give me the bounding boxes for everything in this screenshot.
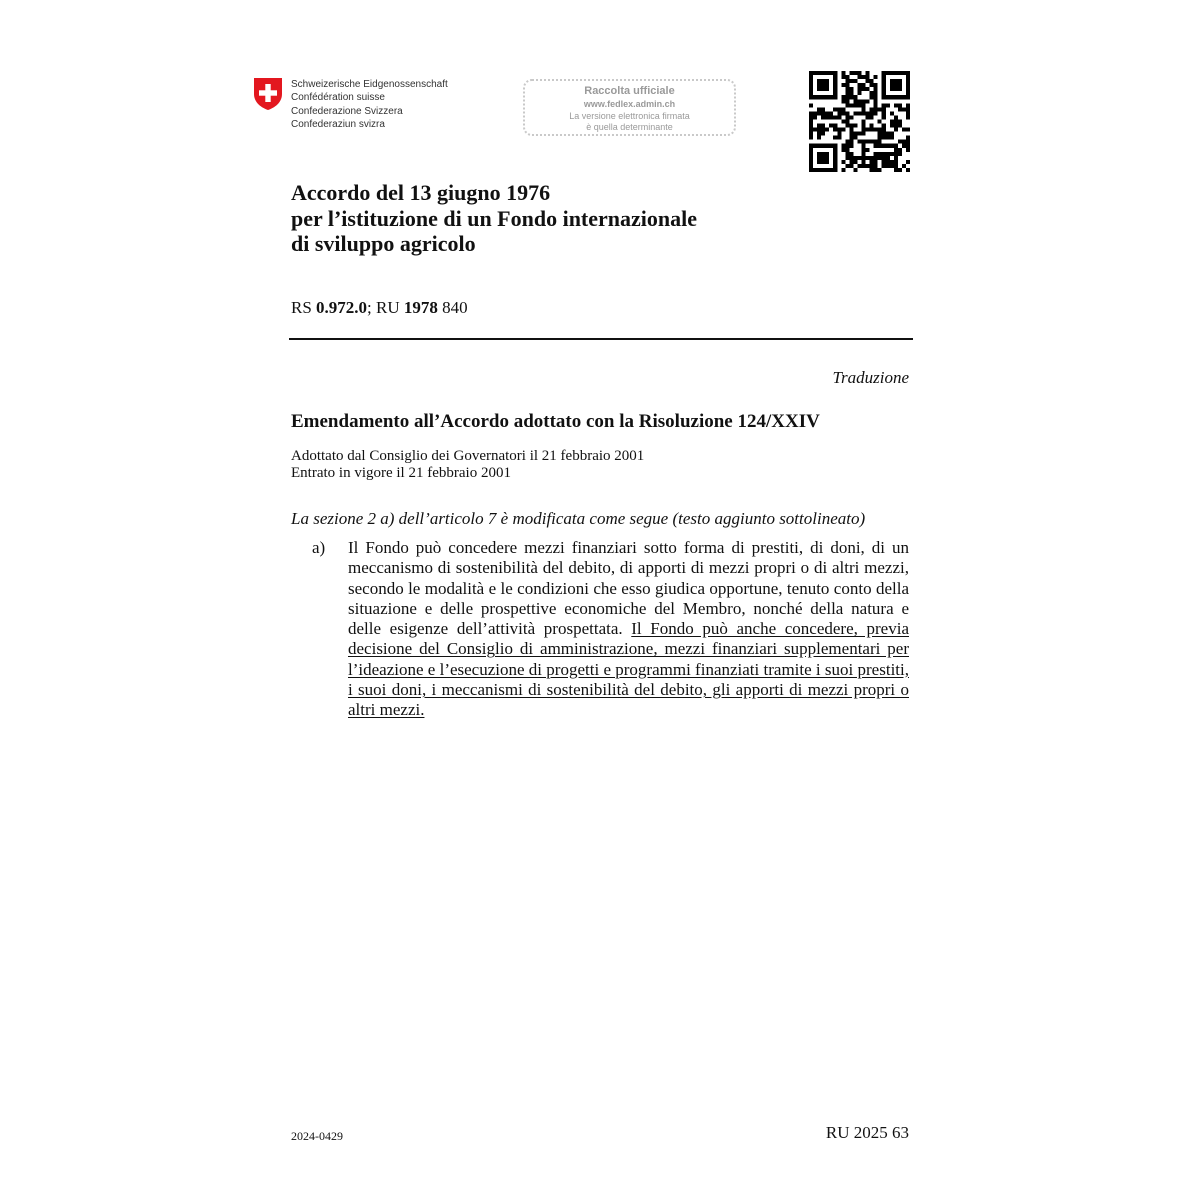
translation-label: Traduzione	[832, 368, 909, 387]
item-original-text: Il Fondo può concedere mezzi finanziari sotto forma di prestiti, di doni, di un meccanismo di sostenibilità del debito, di apporti di mezzi propri o di altri mezzi, secondo le modalità e le condizioni che esso giudica opportune, tenuto conto della situazione e delle prospettive economiche del Membro, nonché della natura e delle esigenze dell’attività prospettata.	[348, 538, 909, 639]
item-label: a)	[312, 538, 326, 557]
official-collection-stamp	[523, 79, 736, 136]
entry-into-force-date: Entrato in vigore il 21 febbraio 2001	[291, 465, 511, 481]
amendment-intro: La sezione 2 a) dell’articolo 7 è modificata come segue (testo aggiunto sottolineato)	[291, 509, 866, 528]
stamp-title: Raccolta ufficiale	[584, 85, 675, 97]
agency-line-de: Schweizerische Eidgenossenschaft	[291, 79, 448, 90]
agency-name	[291, 78, 448, 132]
title-line-2: per l’istituzione di un Fondo internazionale	[291, 205, 698, 231]
rs-number: 0.972.0	[316, 298, 368, 317]
ru-page: 840	[437, 298, 468, 317]
adoption-info	[291, 448, 644, 482]
page-reference: RU 2025 63	[825, 1123, 909, 1142]
ru-prefix: ; RU	[367, 298, 404, 317]
header-divider	[289, 338, 913, 340]
stamp-url: www.fedlex.admin.ch	[583, 99, 676, 109]
ru-year: 1978	[403, 298, 438, 317]
item-added-text: Il Fondo può anche concedere, previa decisione del Consiglio di amministrazione, mezzi finanziari supplementari per l’ideazione e l’esecuzione di progetti e programmi finanziati tramite i suoi prestiti, i suoi doni, i meccanismi di sostenibilità del debito, gli apporti di mezzi propri o altri mezzi.	[348, 619, 909, 720]
swiss-coat-of-arms-icon	[253, 77, 283, 111]
amendment-title: Emendamento all’Accordo adottato con la Risoluzione 124/XXIV	[291, 411, 820, 432]
title-line-1: Accordo del 13 giugno 1976	[291, 180, 551, 205]
reference-line	[291, 298, 468, 318]
stamp-note-2: è quella determinante	[586, 122, 673, 132]
stamp-note-1: La versione elettronica firmata	[569, 111, 690, 121]
agency-line-it: Confederazione Svizzera	[291, 105, 403, 117]
document-code: 2024-0429	[291, 1129, 343, 1143]
adopted-date: Adottato dal Consiglio dei Governatori il 21 febbraio 2001	[291, 448, 645, 464]
item-text	[348, 538, 909, 721]
agency-line-fr: Confédération suisse	[291, 92, 385, 104]
agency-line-rm: Confederaziun svizra	[291, 119, 385, 131]
document-title	[291, 180, 697, 257]
title-line-3: di sviluppo agricolo	[291, 231, 476, 256]
qr-code-icon	[809, 71, 910, 172]
rs-prefix: RS	[291, 298, 317, 317]
